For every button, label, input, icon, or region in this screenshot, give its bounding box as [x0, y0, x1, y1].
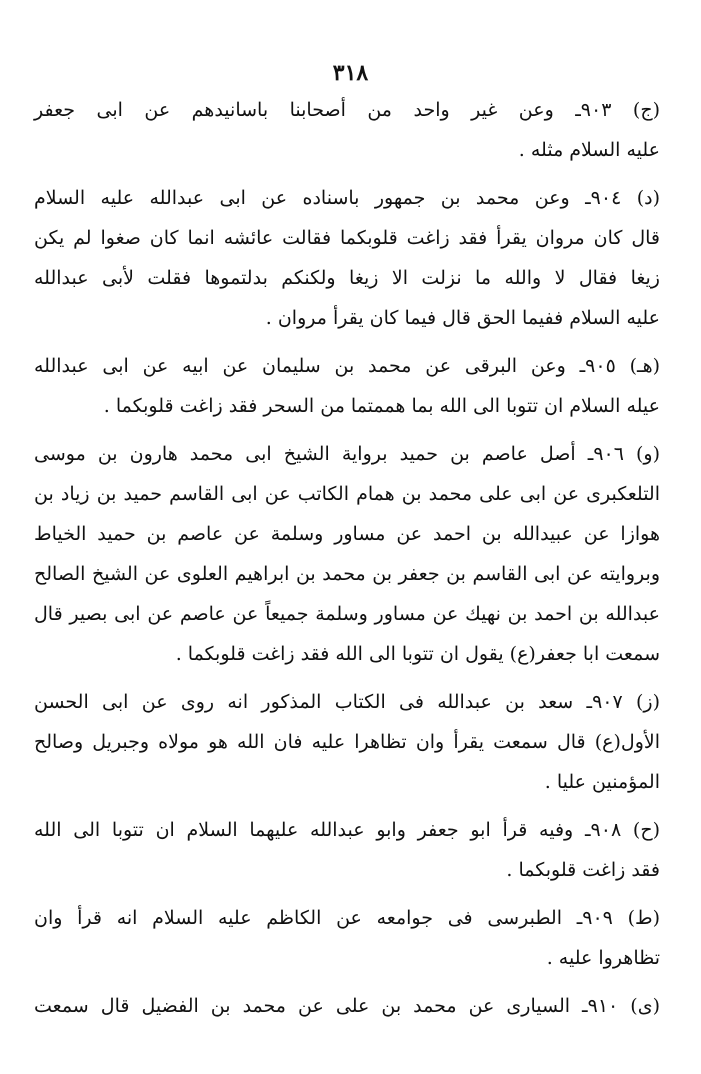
text-line: (و) ٩٠٦ـ أصل عاصم بن حميد برواية الشيخ ابى محمد هارون بن موسى: [34, 443, 661, 465]
text-line: سمعت ابا جعفر(ع) يقول ان تتوبا الى الله فقد زاغت قلوبكما .: [175, 643, 660, 665]
text-line: (ز) ٩٠٧ـ سعد بن عبدالله فى الكتاب المذكور انه روى عن ابى الحسن: [34, 691, 660, 713]
text-line: (هـ) ٩٠٥ـ وعن البرقى عن محمد بن سليمان عن ابيه عن ابى عبدالله: [34, 355, 661, 377]
text-line: المؤمنين عليا .: [544, 771, 660, 793]
paragraph-909: [34, 898, 660, 978]
text-line: عيله السلام ان تتوبا الى الله بما هممتما من السحر فقد زاغت قلوبكما .: [103, 395, 660, 417]
paragraph-906: [34, 434, 660, 674]
text-line: (ط) ٩٠٩ـ الطبرسى فى جوامعه عن الكاظم عليه السلام انه قرأ وان: [34, 907, 661, 929]
text-line: عليه السلام ففيما الحق قال فيما كان يقرأ مروان .: [265, 307, 660, 329]
paragraph-905: [34, 346, 660, 426]
text-line: التلعكبرى عن ابى على محمد بن همام الكاتب عن ابى القاسم حميد بن زياد بن: [34, 483, 660, 505]
text-line: هوازا عن عبيدالله بن احمد عن مساور وسلمة عن عاصم بن حميد الخياط: [34, 523, 660, 545]
paragraph-903: [34, 90, 660, 170]
text-line: عليه السلام مثله .: [518, 139, 660, 161]
text-line: وبروايته عن ابى القاسم بن جعفر بن محمد بن ابراهيم العلوى عن الشيخ الصالح: [34, 563, 660, 585]
paragraph-904: [34, 178, 660, 338]
text-line: (ح) ٩٠٨ـ وفيه قرأ ابو جعفر وابو عبدالله عليهما السلام ان تتوبا الى الله: [34, 819, 660, 841]
text-line: تظاهروا عليه .: [546, 947, 660, 969]
text-line: عبدالله بن احمد بن نهيك عن مساور وسلمة جميعاً عن عاصم عن ابى بصير قال: [34, 603, 660, 625]
page-number: ٣١٨: [332, 60, 369, 86]
paragraph-907: [34, 682, 660, 802]
text-line: (ج) ٩٠٣ـ وعن غير واحد من أصحابنا باسانيدهم عن ابى جعفر: [34, 99, 660, 121]
text-line: (د) ٩٠٤ـ وعن محمد بن جمهور باسناده عن ابى عبدالله عليه السلام: [34, 187, 660, 209]
page-body: [34, 90, 660, 1026]
text-line: الأول(ع) قال سمعت يقرأ وان تظاهرا عليه فان الله هو مولاه وجبريل وصالح: [34, 731, 660, 753]
text-line: قال كان مروان يقرأ فقد زاغت قلوبكما فقالت عائشه انما كان صغوا لم يكن: [34, 227, 660, 249]
text-line: زيغا فقال لا والله ما نزلت الا زيغا ولكنكم بدلتموها فقلت لأبى عبدالله: [34, 267, 660, 289]
text-line: (ى) ٩١٠ـ السيارى عن محمد بن على عن محمد بن الفضيل قال سمعت: [34, 995, 660, 1017]
paragraph-908: [34, 810, 660, 890]
text-line: فقد زاغت قلوبكما .: [506, 859, 660, 881]
paragraph-910: [34, 986, 660, 1026]
